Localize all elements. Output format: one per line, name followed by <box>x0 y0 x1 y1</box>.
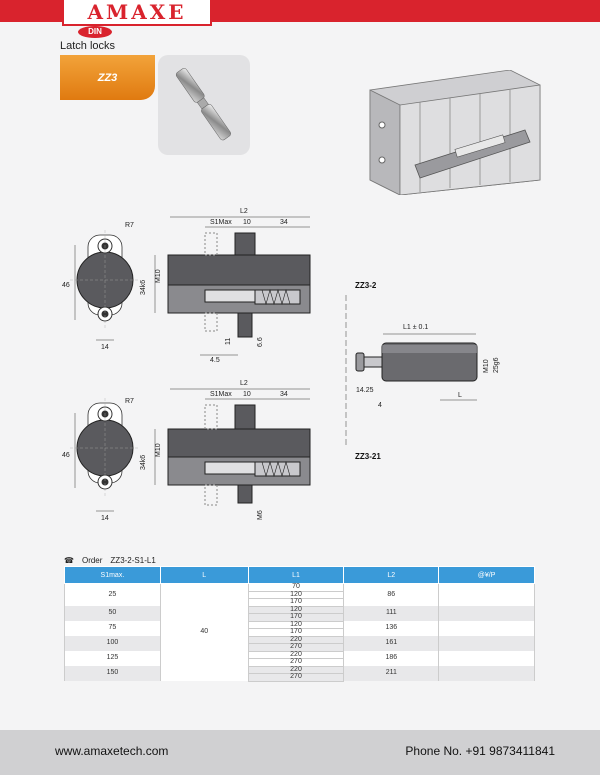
brand-logo <box>62 0 212 26</box>
cell-l1: 270 <box>248 674 344 682</box>
mold-illustration <box>360 70 560 200</box>
order-label: Order <box>81 556 103 565</box>
dim-l1: L1 ± 0.1 <box>403 324 429 331</box>
cell-s1max: 25 <box>65 584 161 607</box>
cell-s1max: 100 <box>65 636 161 651</box>
cell-price <box>439 621 535 636</box>
label-zz3-21: ZZ3-21 <box>355 452 381 461</box>
cell-l2: 136 <box>344 621 439 636</box>
dim-l: L <box>458 392 462 399</box>
cell-l1: 120 <box>248 621 344 629</box>
cell-price <box>439 584 535 607</box>
cell-l: 40 <box>160 584 248 682</box>
cell-l1: 120 <box>248 606 344 614</box>
dim-m10-a: M10 <box>155 269 162 283</box>
dim-6-6: 6.6 <box>257 337 264 347</box>
dim-14-bottom: 14 <box>101 515 109 522</box>
dim-46-bottom: 46 <box>62 452 70 459</box>
cell-l2: 111 <box>344 606 439 621</box>
cell-l1: 170 <box>248 614 344 622</box>
dim-4-5: 4.5 <box>210 357 220 364</box>
col-s1max: S1max. <box>65 567 161 584</box>
cell-l1: 220 <box>248 666 344 674</box>
table-row <box>65 584 535 592</box>
din-badge: DIN <box>78 26 112 38</box>
cell-l1: 170 <box>248 599 344 607</box>
zz3-2-section <box>140 208 377 364</box>
dim-10-a: 10 <box>243 219 251 226</box>
order-code: ZZ3-2-S1-L1 <box>110 556 156 565</box>
dim-14-top: 14 <box>101 344 109 351</box>
dim-34-a: 34 <box>280 219 288 226</box>
cell-s1max: 50 <box>65 606 161 621</box>
brand-name: AMAXE <box>87 0 187 24</box>
cell-price <box>439 651 535 666</box>
label-zz3-2: ZZ3-2 <box>355 281 377 290</box>
cell-l2: 86 <box>344 584 439 607</box>
footer <box>0 730 600 775</box>
dim-m10-b: M10 <box>155 443 162 457</box>
dim-34k6-b: 34k6 <box>140 454 147 470</box>
flange-view-top <box>62 222 140 351</box>
cell-l2: 161 <box>344 636 439 651</box>
website-link[interactable]: www.amaxetech.com <box>55 744 169 758</box>
flange-view-bottom <box>62 398 140 522</box>
cell-l1: 220 <box>248 636 344 644</box>
page-subtitle: Latch locks <box>60 40 116 52</box>
cell-s1max: 125 <box>65 651 161 666</box>
col-l1: L1 <box>248 567 344 584</box>
table-body <box>65 584 535 682</box>
product-tab <box>60 55 155 100</box>
dim-r7-bottom: R7 <box>125 398 134 405</box>
cell-price <box>439 606 535 621</box>
dim-25g6: 25g6 <box>493 357 500 373</box>
dim-l2-a: L2 <box>240 208 248 215</box>
cell-price <box>439 636 535 651</box>
cell-l1: 270 <box>248 644 344 652</box>
order-line <box>64 556 156 565</box>
cell-l1: 170 <box>248 629 344 637</box>
product-photo <box>158 55 250 155</box>
cell-s1max: 150 <box>65 666 161 681</box>
dim-10-b: 10 <box>243 391 251 398</box>
dim-s1max-a: S1Max <box>210 219 232 226</box>
cell-s1max: 75 <box>65 621 161 636</box>
dim-4: 4 <box>378 402 382 409</box>
dim-34k6-a: 34k6 <box>140 279 147 295</box>
dim-m6: M6 <box>257 510 264 520</box>
cell-l2: 211 <box>344 666 439 681</box>
dim-11: 11 <box>225 337 232 345</box>
cell-l1: 220 <box>248 651 344 659</box>
col-l: L <box>160 567 248 584</box>
cell-price <box>439 666 535 681</box>
pin-detail <box>346 295 500 445</box>
dim-46-top: 46 <box>62 282 70 289</box>
dim-m10-pin: M10 <box>483 359 490 373</box>
cell-l1: 120 <box>248 591 344 599</box>
spec-table <box>64 566 535 682</box>
cell-l2: 186 <box>344 651 439 666</box>
cell-l1: 270 <box>248 659 344 667</box>
phone-icon: ☎ <box>64 556 74 565</box>
technical-drawing <box>0 195 600 540</box>
cell-l1: 70 <box>248 584 344 592</box>
zz3-21-section <box>140 380 381 520</box>
dim-14-25: 14.25 <box>356 387 374 394</box>
phone-number: Phone No. +91 9873411841 <box>405 744 555 758</box>
dim-r7-top: R7 <box>125 222 134 229</box>
product-code: ZZ3 <box>97 71 118 84</box>
dim-l2-b: L2 <box>240 380 248 387</box>
dim-34-b: 34 <box>280 391 288 398</box>
dim-s1max-b: S1Max <box>210 391 232 398</box>
col-l2: L2 <box>344 567 439 584</box>
col-price: @¥/P <box>439 567 535 584</box>
